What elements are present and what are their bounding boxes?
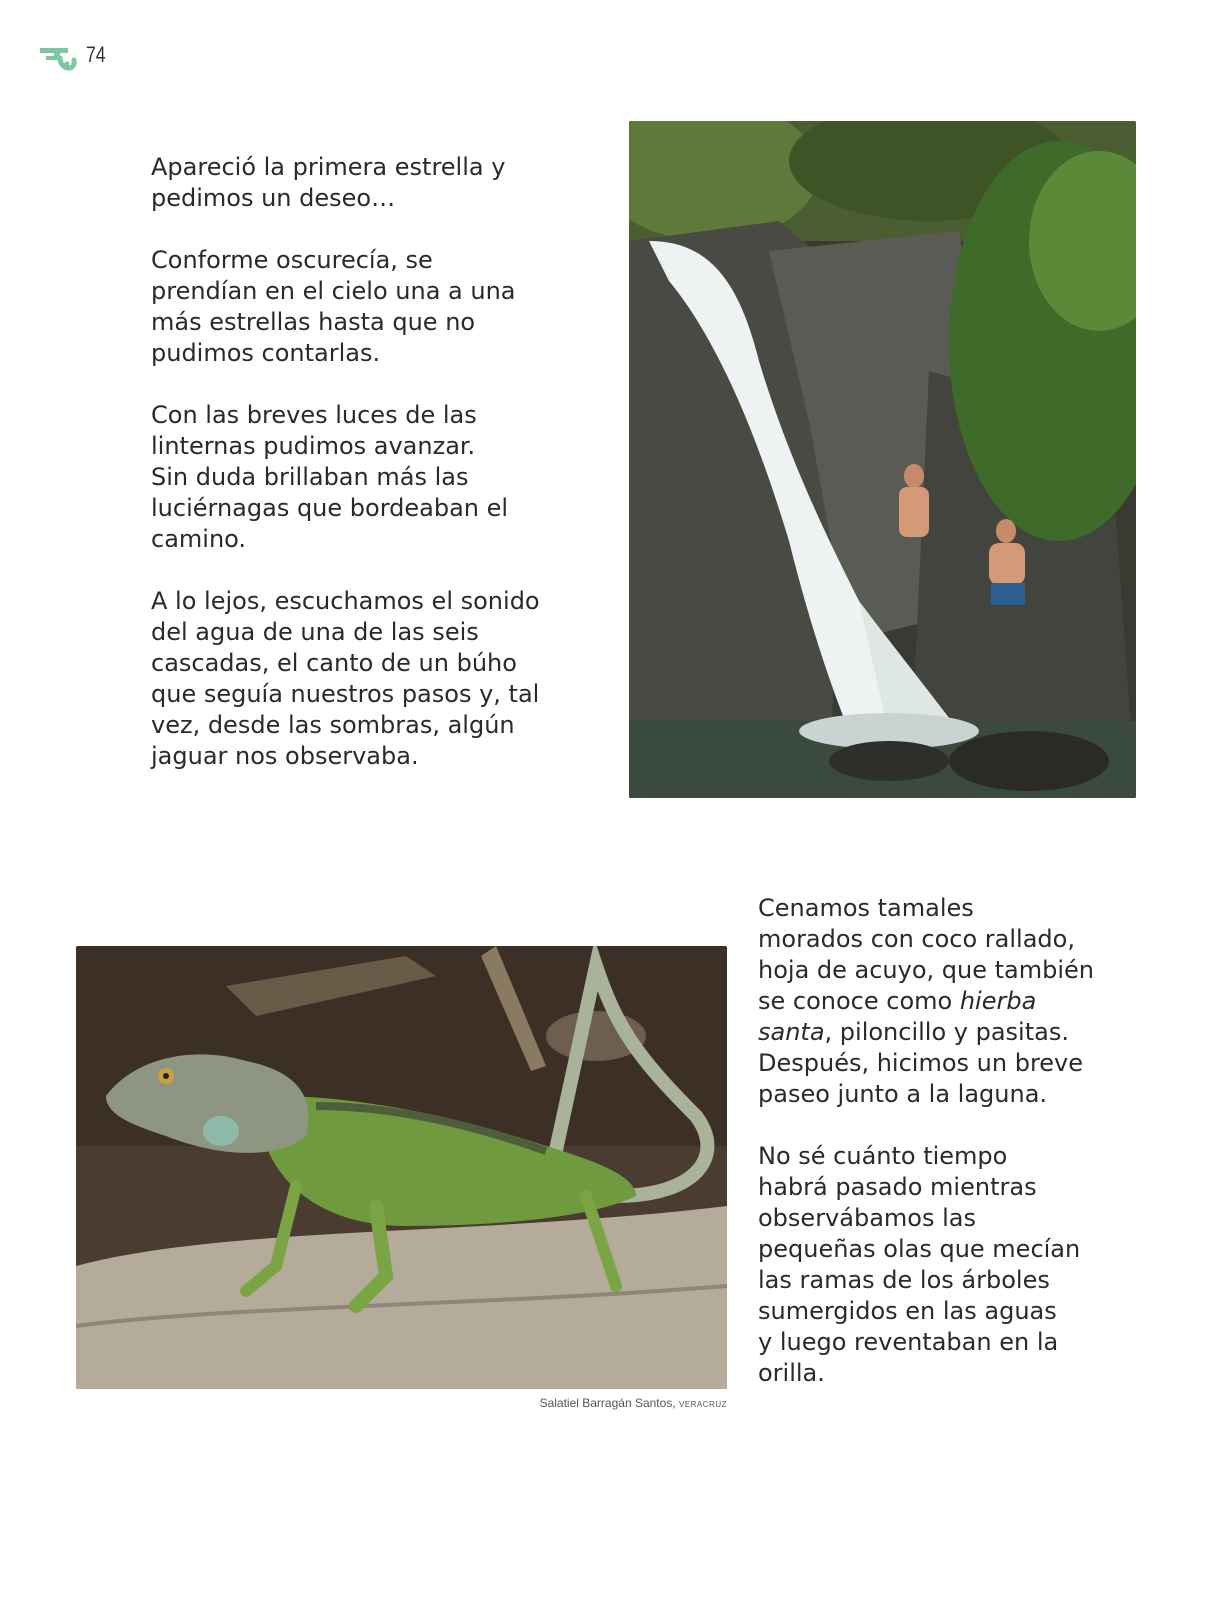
paragraph-text: , piloncillo y pasitas. Después, hicimos un breve paseo junto a la laguna.	[758, 1018, 1084, 1108]
paragraph	[758, 893, 1168, 1110]
paragraph: Apareció la primera estrella y pedimos un deseo…	[151, 153, 506, 212]
waterfall-photo	[629, 121, 1136, 798]
italic-term: hierba santa	[758, 987, 1037, 1046]
page-number: 74	[86, 42, 106, 67]
paragraph: Con las breves luces de las linternas pudimos avanzar. Sin duda brillaban más las luciérnagas que bordeaban el camino.	[151, 401, 509, 553]
narrative-text-bottom	[758, 893, 1168, 1389]
series-logo-icon	[38, 42, 78, 78]
paragraph-text: Cenamos tamales morados con coco rallado, hoja de acuyo, que también se conoce como	[758, 894, 1094, 1015]
photo-credit-region: VERACRUZ	[678, 1400, 727, 1409]
narrative-text-top	[151, 152, 601, 772]
iguana-photo	[76, 946, 727, 1389]
paragraph: No sé cuánto tiempo habrá pasado mientras observábamos las pequeñas olas que mecían las ramas de los árboles sumergidos en las aguas y luego reventaban en la orilla.	[758, 1142, 1081, 1387]
photo-credit	[430, 1396, 727, 1410]
photo-credit-author: Salatiel Barragán Santos,	[539, 1396, 679, 1410]
paragraph: Conforme oscurecía, se prendían en el cielo una a una más estrellas hasta que no pudimos contarlas.	[151, 246, 516, 367]
paragraph: A lo lejos, escuchamos el sonido del agua de una de las seis cascadas, el canto de un búho que seguía nuestros pasos y, tal vez, desde las sombras, algún jaguar nos observaba.	[151, 587, 540, 770]
